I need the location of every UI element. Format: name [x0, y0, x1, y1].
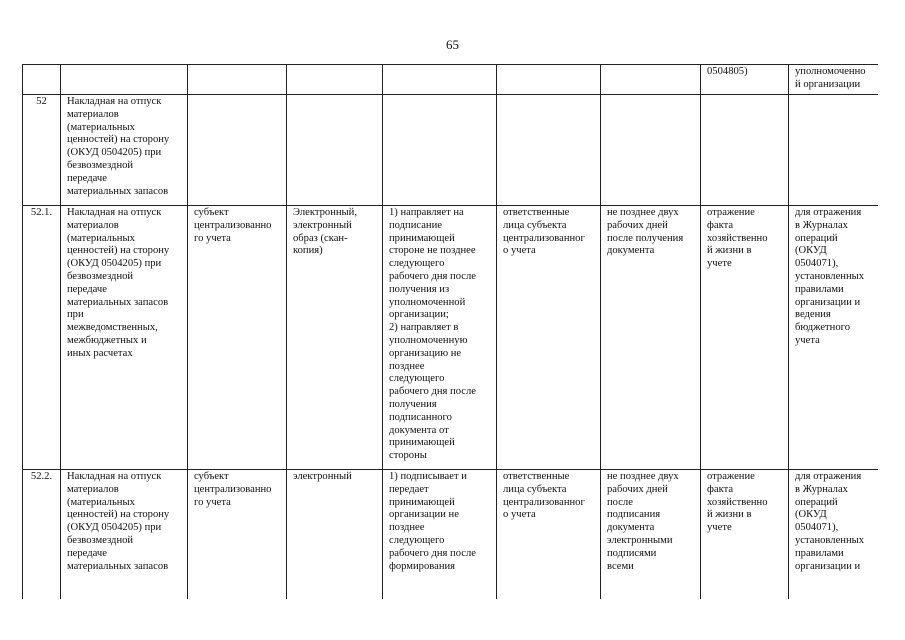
- table-row: [23, 95, 879, 206]
- page-number: 65: [446, 37, 459, 52]
- note-text: уполномоченно й организации: [795, 66, 866, 90]
- deadline-cell: [601, 206, 701, 470]
- action-cell: [383, 95, 497, 206]
- document-table-container: [22, 64, 878, 599]
- deadline-text: не позднее двух рабочих дней после подписания документа электронными подписями всеми: [607, 471, 679, 572]
- format-cell: [287, 470, 383, 600]
- subject-cell: [188, 470, 287, 600]
- purpose-text: отражение факта хозяйственно й жизни в учете: [707, 207, 768, 270]
- purpose-text: отражение факта хозяйственно й жизни в учете: [707, 471, 768, 534]
- responsible-text: ответственные лица субъекта централизованног о учета: [503, 207, 585, 257]
- subject-cell: [188, 65, 287, 95]
- action-cell: [383, 65, 497, 95]
- note-cell: [789, 65, 879, 95]
- row-number: 52: [36, 96, 47, 107]
- responsible-cell: [497, 206, 601, 470]
- document-name-cell: [61, 95, 188, 206]
- action-cell: [383, 206, 497, 470]
- document-name: Накладная на отпуск материалов (материальных ценностей) на сторону (ОКУД 0504205) при безвозмездной передаче материальных запасов: [67, 96, 170, 197]
- document-table: [22, 64, 878, 599]
- deadline-text: не позднее двух рабочих дней после получения документа: [607, 207, 684, 257]
- note-cell: [789, 206, 879, 470]
- deadline-cell: [601, 65, 701, 95]
- document-name-cell: [61, 206, 188, 470]
- responsible-cell: [497, 65, 601, 95]
- action-text: 1) направляет на подписание принимающей стороне не позднее следующего рабочего дня после получения из уполномоченной организации; 2) направляет в уполномоченную организацию не позднее следующего рабочего дня после получения подписанного документа от принимающей стороны: [389, 207, 476, 462]
- action-cell: [383, 470, 497, 600]
- note-cell: [789, 95, 879, 206]
- note-text: для отражения в Журналах операций (ОКУД 0504071), установленных правилами организации и ведения бюджетного учета: [795, 207, 865, 346]
- subject-cell: [188, 95, 287, 206]
- purpose-cell: [701, 65, 789, 95]
- responsible-cell: [497, 95, 601, 206]
- purpose-cell: [701, 470, 789, 600]
- row-number-cell: [23, 206, 61, 470]
- purpose-cell: [701, 95, 789, 206]
- format-cell: [287, 95, 383, 206]
- format-cell: [287, 65, 383, 95]
- action-text: 1) подписывает и передает принимающей организации не позднее следующего рабочего дня после формирования: [389, 471, 476, 572]
- document-name-cell: [61, 65, 188, 95]
- subject-text: субъект централизованно го учета: [194, 207, 272, 244]
- document-name: Накладная на отпуск материалов (материальных ценностей) на сторону (ОКУД 0504205) при безвозмездной передаче материальных запасов при межведомственных, межбюджетных и иных расчетах: [67, 207, 170, 359]
- row-number-cell: [23, 95, 61, 206]
- note-text: для отражения в Журналах операций (ОКУД 0504071), установленных правилами организации и: [795, 471, 865, 572]
- purpose-cell: [701, 206, 789, 470]
- purpose-text: 0504805): [707, 66, 748, 77]
- note-cell: [789, 470, 879, 600]
- format-text: электронный: [293, 471, 352, 482]
- row-number-cell: [23, 65, 61, 95]
- document-name: Накладная на отпуск материалов (материальных ценностей) на сторону (ОКУД 0504205) при безвозмездной передаче материальных запасов: [67, 471, 170, 572]
- row-number-cell: [23, 470, 61, 600]
- row-number: 52.2.: [30, 471, 53, 482]
- responsible-text: ответственные лица субъекта централизованног о учета: [503, 471, 585, 521]
- table-row: [23, 470, 879, 600]
- format-cell: [287, 206, 383, 470]
- deadline-cell: [601, 470, 701, 600]
- format-text: Электронный, электронный образ (скан- копия): [293, 207, 357, 257]
- subject-cell: [188, 206, 287, 470]
- subject-text: субъект централизованно го учета: [194, 471, 272, 508]
- document-name-cell: [61, 470, 188, 600]
- row-number: 52.1.: [30, 207, 53, 218]
- responsible-cell: [497, 470, 601, 600]
- deadline-cell: [601, 95, 701, 206]
- table-row: [23, 206, 879, 470]
- table-row: [23, 65, 879, 95]
